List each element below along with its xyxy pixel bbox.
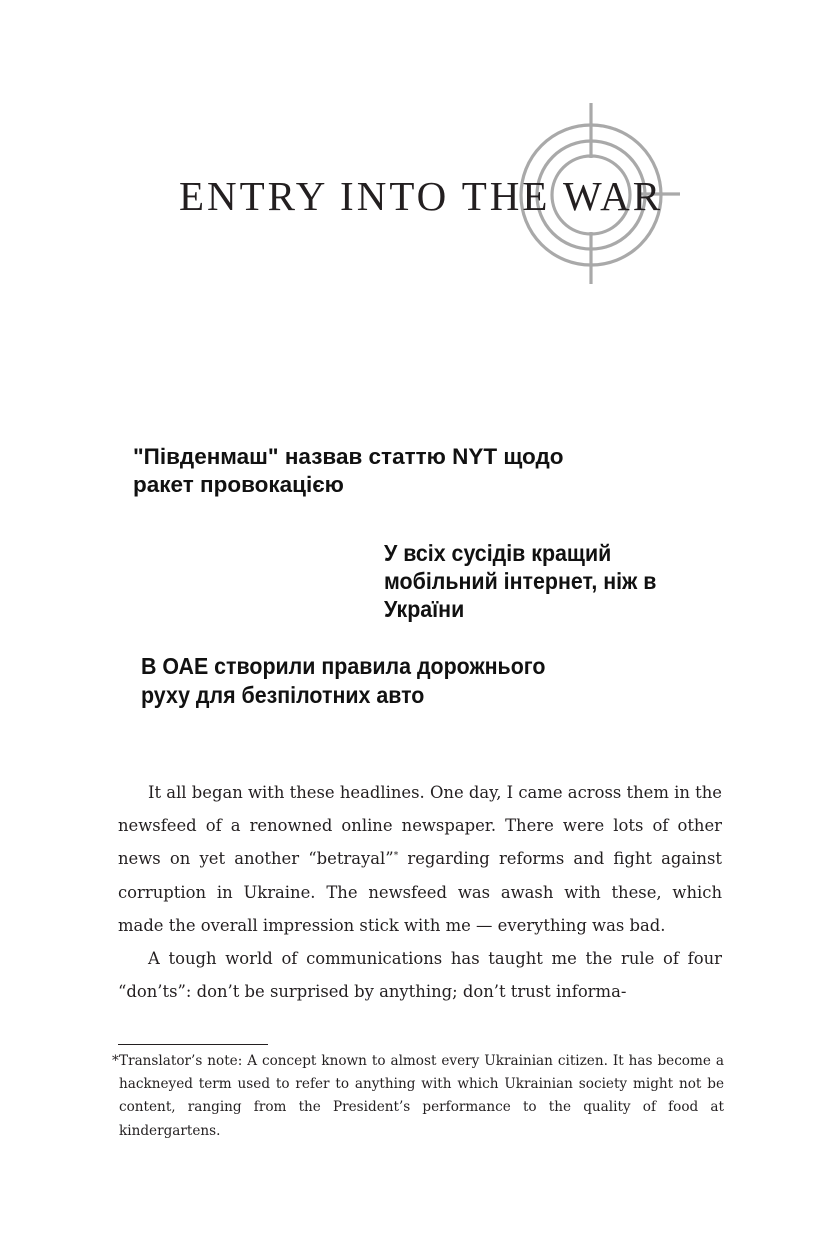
footnote-marker: * [112,1053,119,1069]
paragraph: A tough world of communications has taught me the rule of four “don’ts”: don’t be surprised by anything; don’t trust informa- [118,949,722,1002]
headline-pivdenmash: "Південмаш" назвав статтю NYT щодо ракет провокацією [133,444,564,497]
footnote-reference[interactable]: * [393,851,399,862]
headline-uae-driverless: В ОАЕ створили правила дорожнього руху для безпілотних авто [141,653,546,708]
body-text [118,776,722,1008]
footnote [112,1050,724,1143]
chapter-title: ENTRY INTO THE WAR [178,173,664,219]
footnote-divider [118,1044,268,1045]
headline-mobile-internet: У всіх сусідів кращий мобільний інтернет, ніж в України [384,540,657,622]
paragraph: It all began with these headlines. One day, I came across them in the newsfeed of a renowned online newspaper. There were lots of other news on yet another “betrayal”* regarding reforms and fight against corruption in Ukraine. The newsfeed was awash with these, which made the overall impression stick with me — everything was bad. [118,783,722,935]
footnote-text: Translator’s note: A concept known to almost every Ukrainian citizen. It has become a hackneyed term used to refer to anything with which Ukrainian society might not be content, ranging from the President’s performance to the quality of food at kindergartens. [119,1053,724,1139]
